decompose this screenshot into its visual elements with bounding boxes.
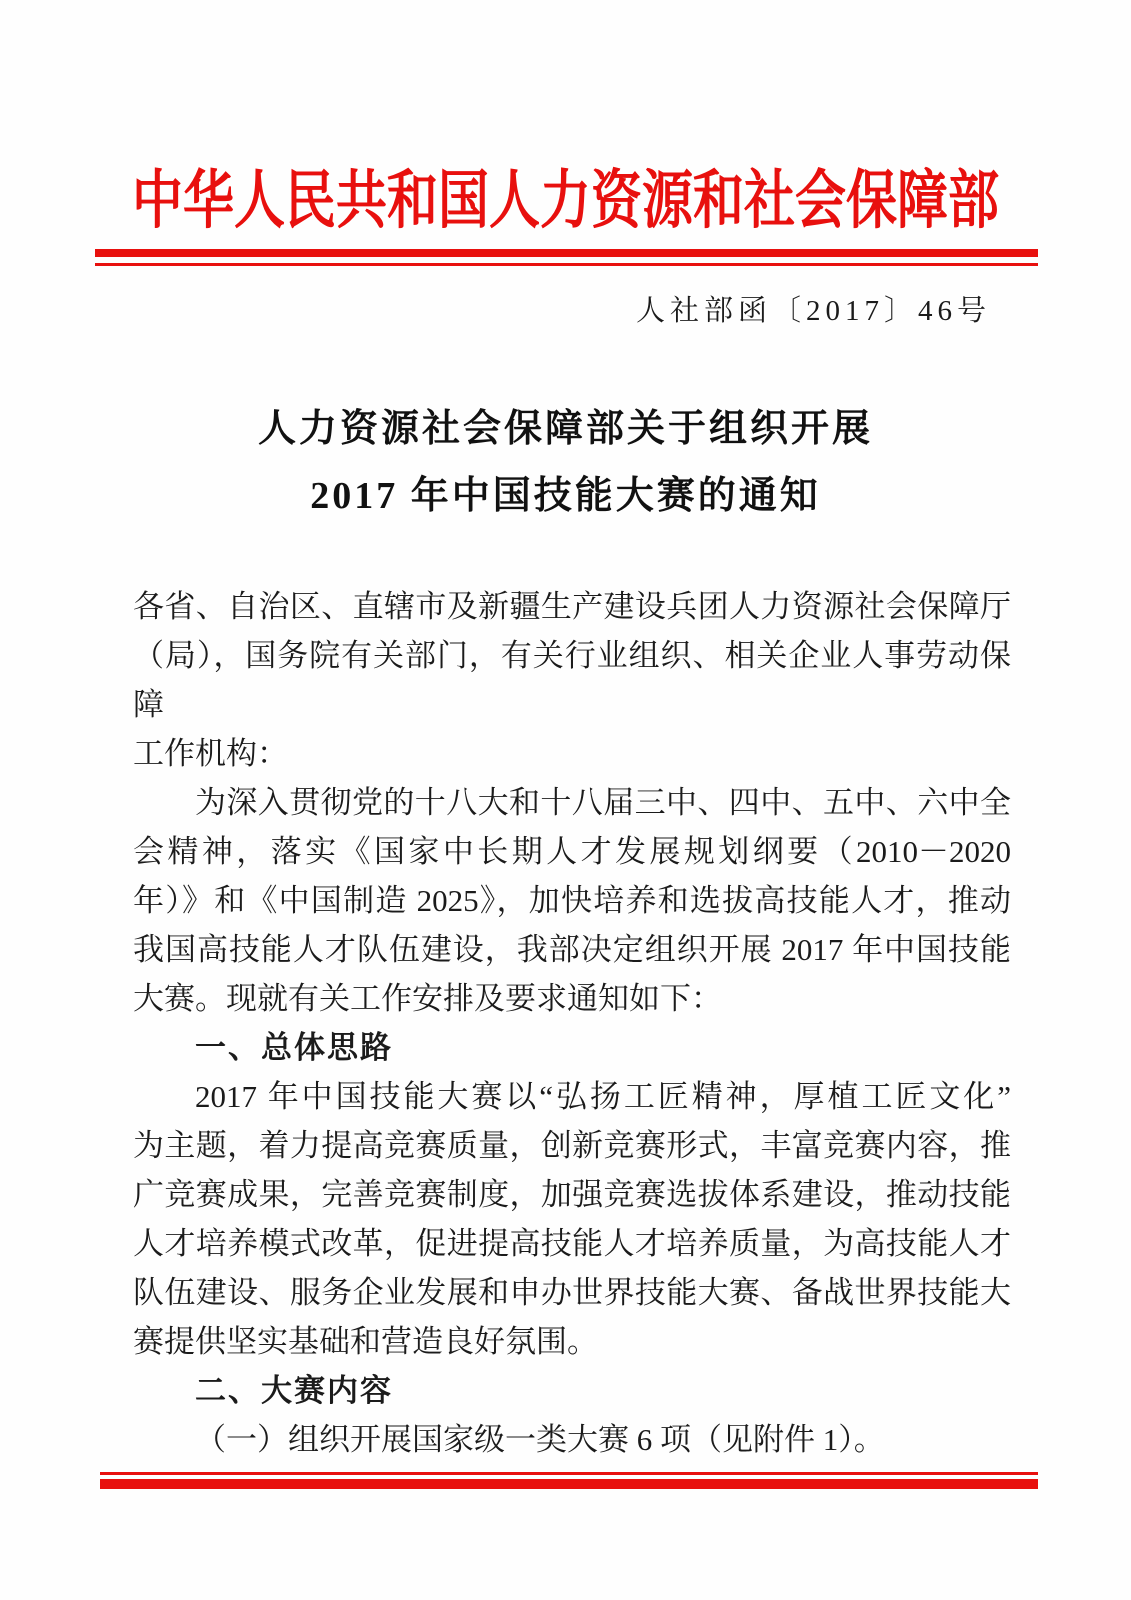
body-line: 为主题，着力提高竞赛质量，创新竞赛形式，丰富竞赛内容，推 (133, 1128, 1011, 1163)
body-line: 会精神，落实《国家中长期人才发展规划纲要（2010－2020 (133, 834, 1011, 869)
notice-title (0, 396, 1131, 530)
body-line: 工作机构： (133, 736, 288, 771)
ministry-masthead (0, 148, 1131, 237)
body-line: 队伍建设、服务企业发展和申办世界技能大赛、备战世界技能大 (133, 1275, 1011, 1310)
body-line: 2017 年中国技能大赛以“弘扬工匠精神，厚植工匠文化” (195, 1079, 1011, 1114)
body-line: （局），国务院有关部门，有关行业组织、相关企业人事劳动保障 (133, 638, 1011, 722)
body-line: 广竞赛成果，完善竞赛制度，加强竞赛选拔体系建设，推动技能 (133, 1177, 1011, 1212)
ministry-masthead-text: 中华人民共和国人力资源和社会保障部 (131, 166, 999, 237)
body-line: （一）组织开展国家级一类大赛 6 项（见附件 1）。 (195, 1422, 885, 1457)
header-divider-thin (95, 263, 1038, 266)
section-heading-1: 一、总体思路 (195, 1030, 393, 1065)
footer-divider-thin (100, 1472, 1038, 1475)
document-number: 人社部函〔2017〕46号 (635, 295, 991, 327)
notice-title-line2: 2017 年中国技能大赛的通知 (310, 475, 821, 517)
body-line: 各省、自治区、直辖市及新疆生产建设兵团人力资源社会保障厅 (133, 589, 1011, 624)
footer-divider-thick (100, 1479, 1038, 1489)
notice-title-line1: 人力资源社会保障部关于组织开展 (257, 408, 873, 450)
body-line: 大赛。现就有关工作安排及要求通知如下： (133, 981, 722, 1016)
body-line: 年）》和《中国制造 2025》，加快培养和选拔高技能人才，推动 (133, 883, 1011, 918)
notice-body (133, 582, 1011, 1464)
body-line: 我国高技能人才队伍建设，我部决定组织开展 2017 年中国技能 (133, 932, 1011, 967)
body-line: 人才培养模式改革，促进提高技能人才培养质量，为高技能人才 (133, 1226, 1011, 1261)
body-line: 赛提供坚实基础和营造良好氛围。 (133, 1324, 598, 1359)
body-line: 为深入贯彻党的十八大和十八届三中、四中、五中、六中全 (195, 785, 1011, 820)
section-heading-2: 二、大赛内容 (195, 1373, 393, 1408)
header-divider-thick (95, 249, 1038, 257)
